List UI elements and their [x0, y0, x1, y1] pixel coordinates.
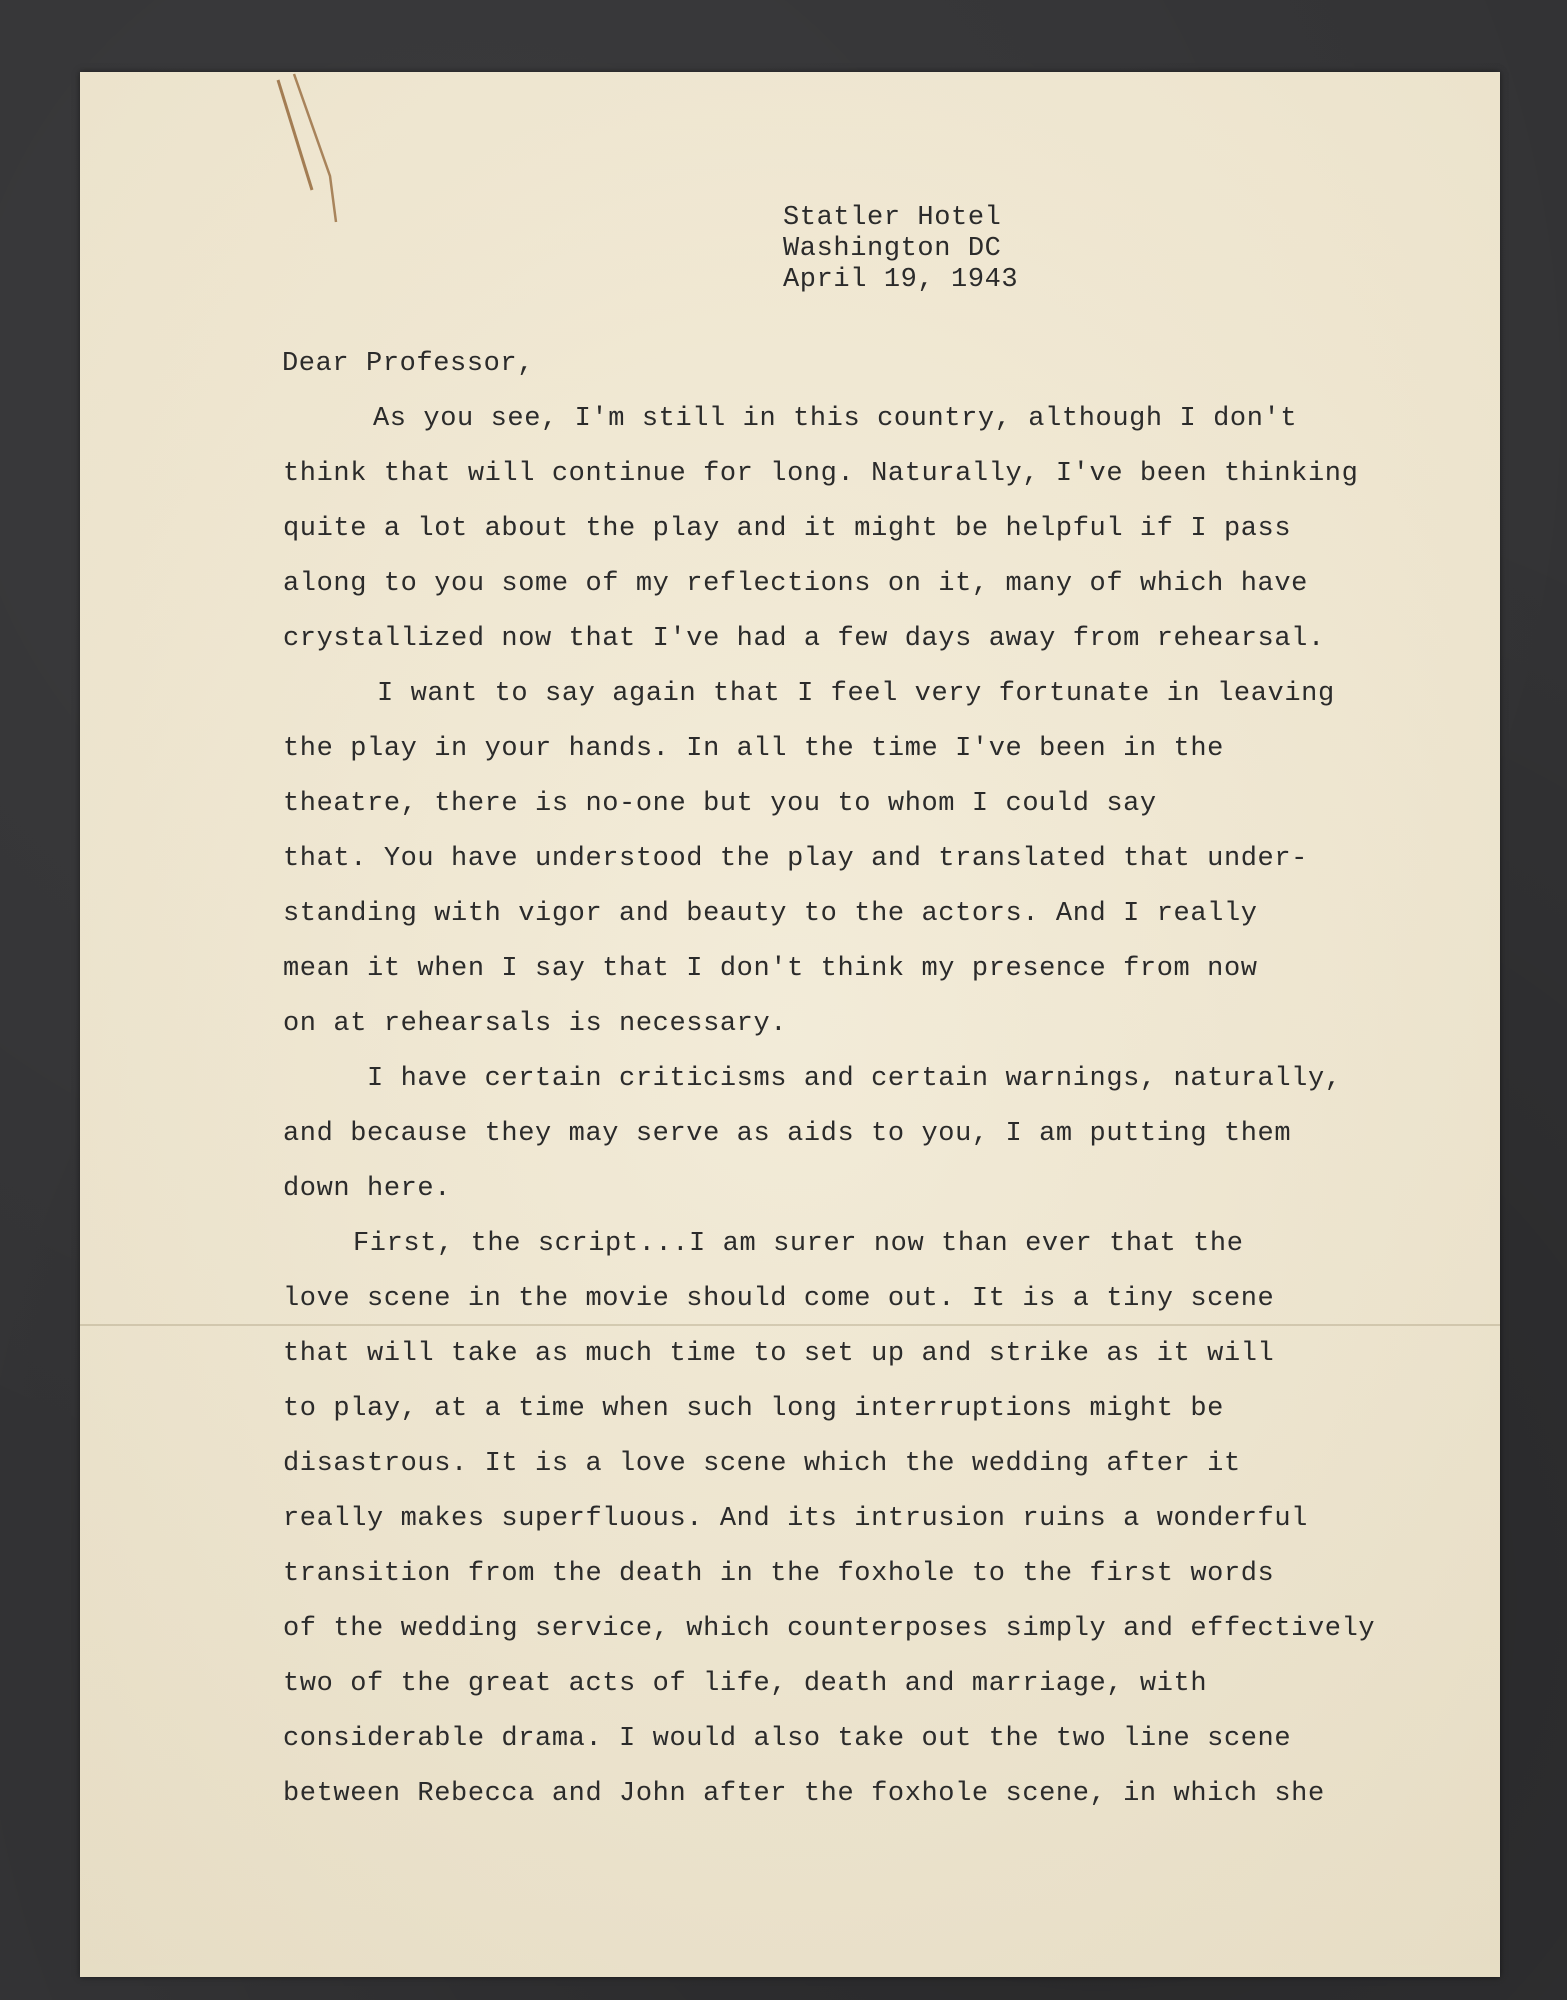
body-line: two of the great acts of life, death and marriage, with — [283, 1669, 1208, 1699]
body-line: I want to say again that I feel very fortunate in leaving — [377, 679, 1335, 709]
body-line: mean it when I say that I don't think my presence from now — [283, 954, 1258, 984]
body-line: theatre, there is no-one but you to whom I could say — [283, 789, 1157, 819]
body-line: that. You have understood the play and translated that under- — [283, 844, 1308, 874]
body-line: to play, at a time when such long interruptions might be — [283, 1394, 1224, 1424]
body-line: that will take as much time to set up and strike as it will — [283, 1339, 1275, 1369]
address-city: Washington DC — [783, 234, 1002, 264]
letter-date: April 19, 1943 — [783, 265, 1019, 295]
salutation: Dear Professor, — [282, 349, 535, 379]
body-line: along to you some of my reflections on it, many of which have — [283, 569, 1308, 599]
body-line: love scene in the movie should come out. It is a tiny scene — [283, 1284, 1275, 1314]
body-line: crystallized now that I've had a few days away from rehearsal. — [283, 624, 1325, 654]
body-line: of the wedding service, which counterposes simply and effectively — [283, 1614, 1376, 1644]
body-line: down here. — [283, 1174, 452, 1204]
body-line: on at rehearsals is necessary. — [283, 1009, 788, 1039]
body-line: standing with vigor and beauty to the actors. And I really — [283, 899, 1258, 929]
letter-page — [80, 72, 1500, 1977]
body-line: As you see, I'm still in this country, although I don't — [373, 404, 1298, 434]
body-line: First, the script...I am surer now than ever that the — [353, 1229, 1244, 1259]
body-line: I have certain criticisms and certain warnings, naturally, — [367, 1064, 1342, 1094]
body-line: disastrous. It is a love scene which the wedding after it — [283, 1449, 1241, 1479]
body-line: transition from the death in the foxhole to the first words — [283, 1559, 1275, 1589]
body-line: considerable drama. I would also take out the two line scene — [283, 1724, 1292, 1754]
body-line: the play in your hands. In all the time I've been in the — [283, 734, 1224, 764]
body-line: quite a lot about the play and it might be helpful if I pass — [283, 514, 1292, 544]
body-line: really makes superfluous. And its intrusion ruins a wonderful — [283, 1504, 1308, 1534]
address-hotel: Statler Hotel — [783, 203, 1002, 233]
body-line: between Rebecca and John after the foxhole scene, in which she — [283, 1779, 1325, 1809]
body-line: think that will continue for long. Naturally, I've been thinking — [283, 459, 1359, 489]
letter-body — [80, 72, 1500, 1977]
body-line: and because they may serve as aids to you, I am putting them — [283, 1119, 1292, 1149]
